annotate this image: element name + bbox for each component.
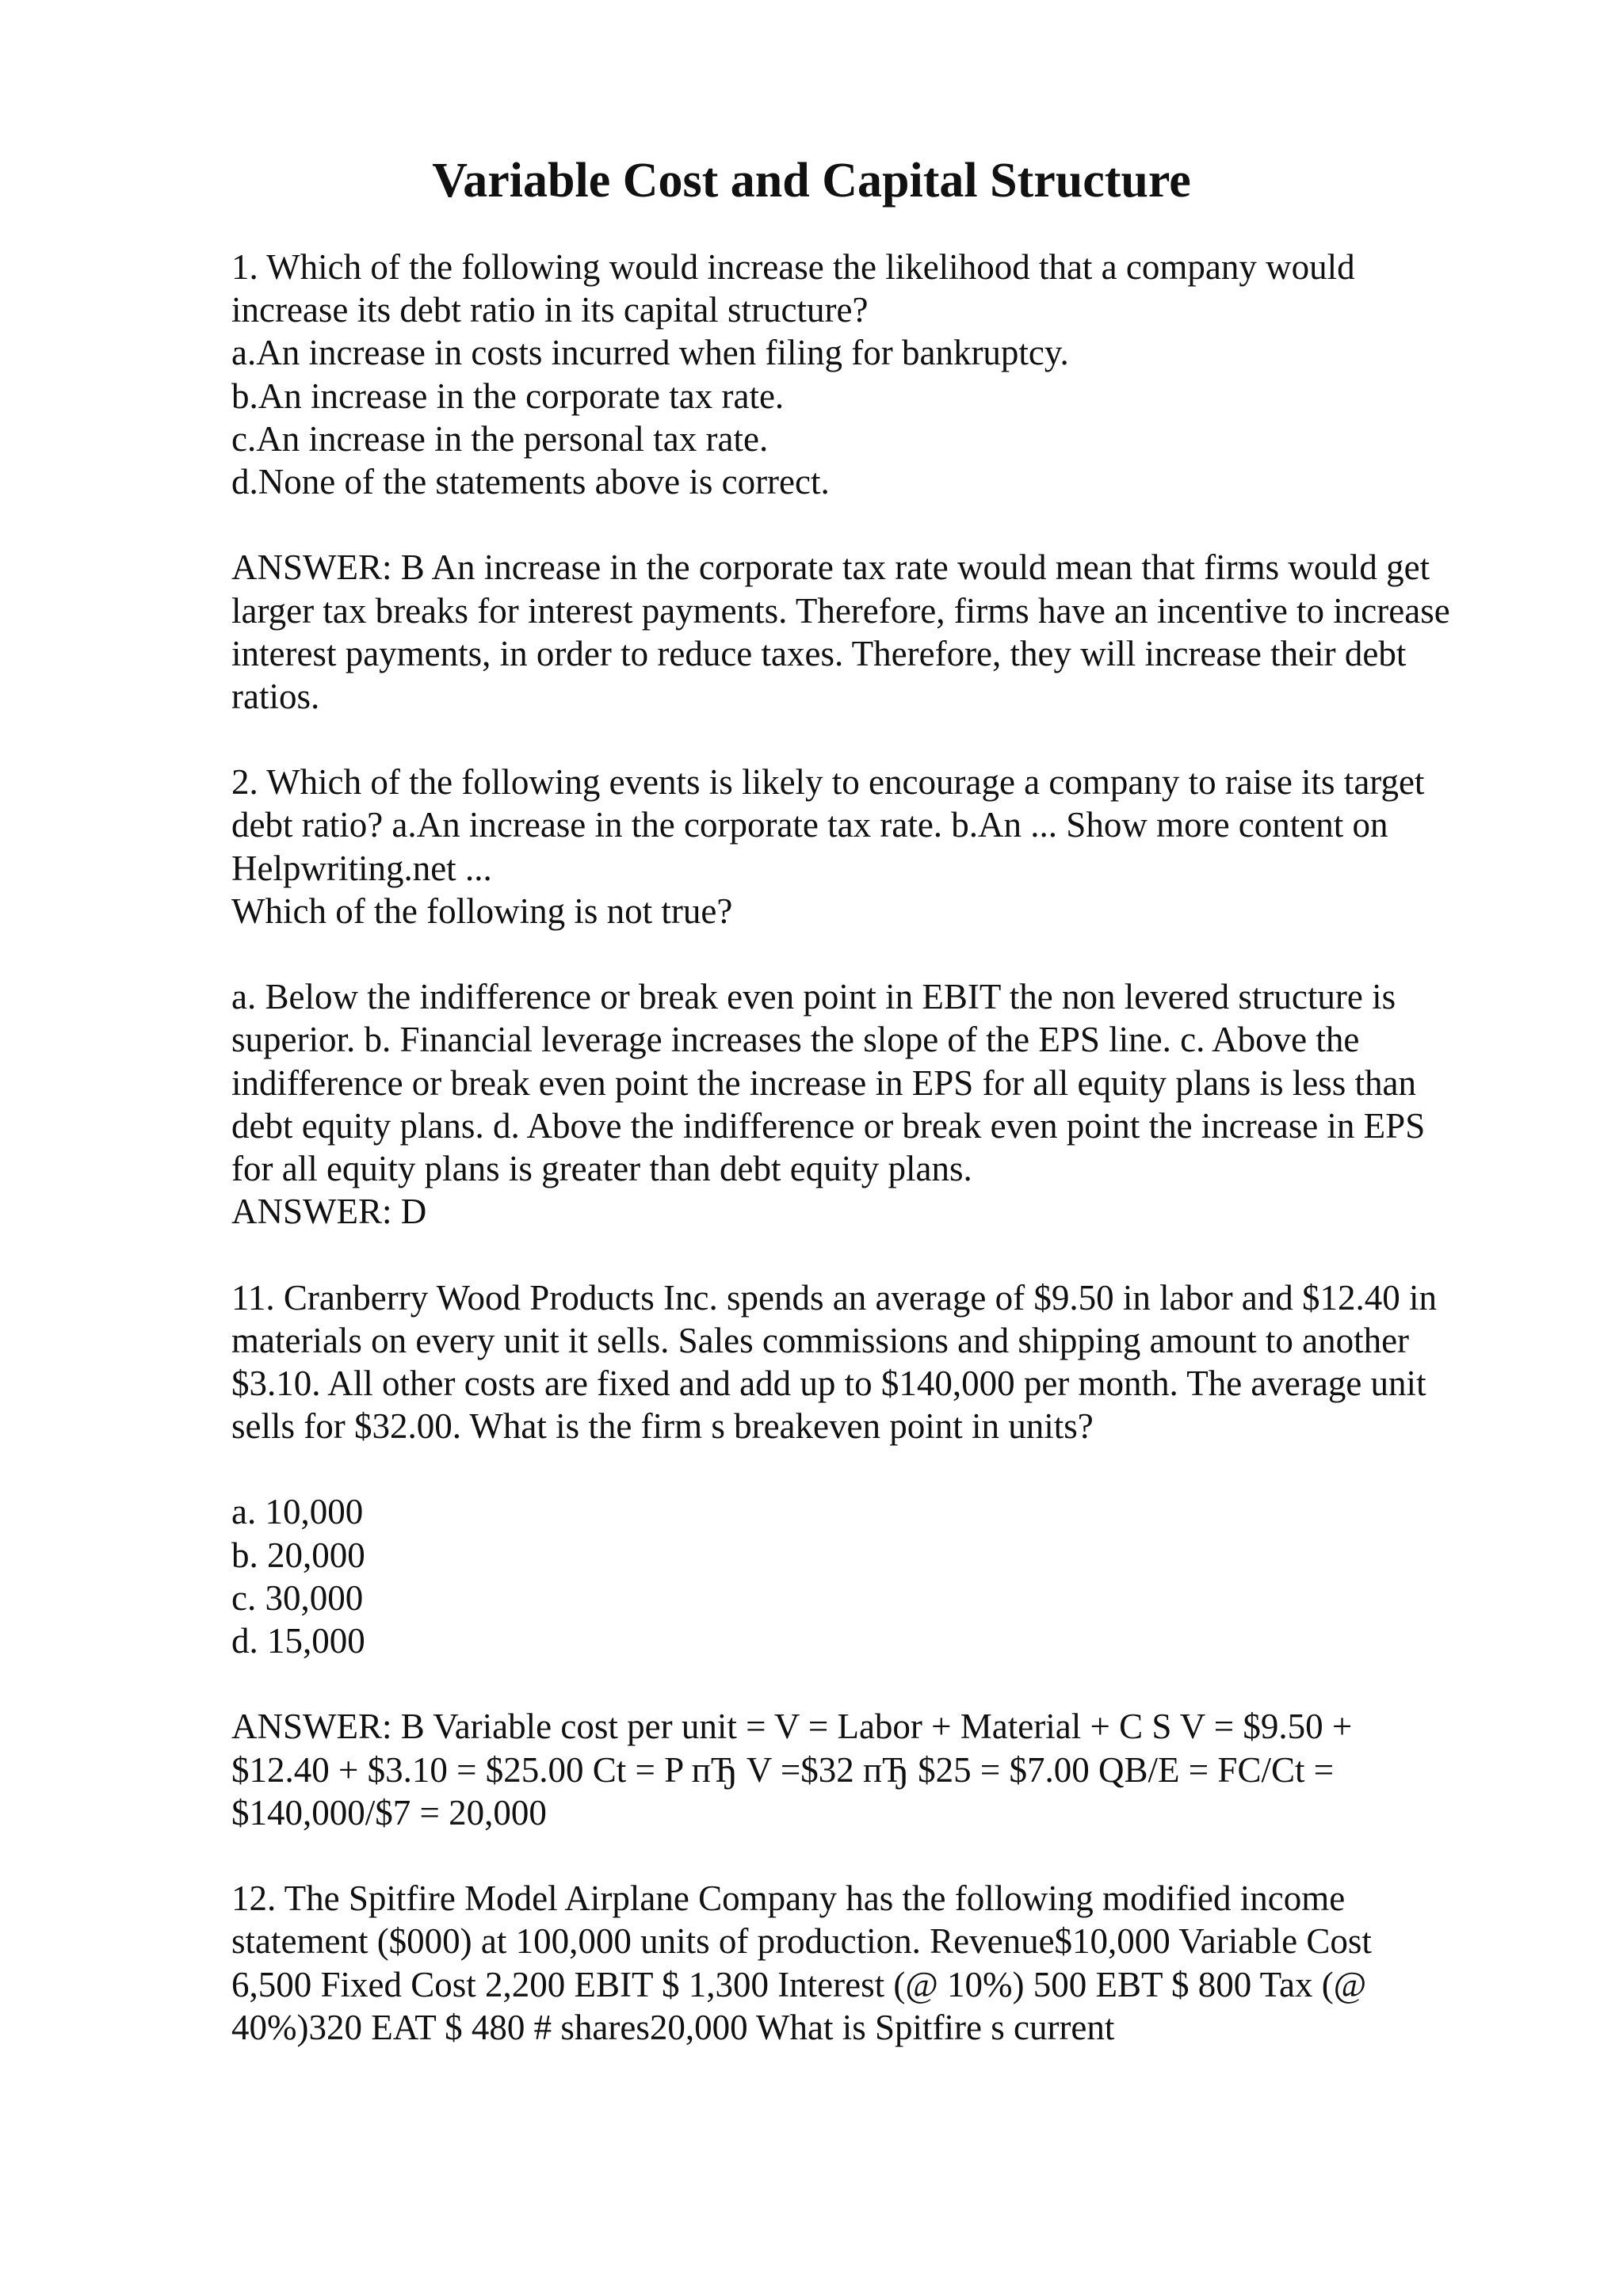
text-line: ANSWER: B An increase in the corporate tax rate would mean that firms would get <box>231 547 1430 588</box>
document-title: Variable Cost and Capital Structure <box>432 154 1191 208</box>
paragraph-gap <box>231 933 1499 975</box>
paragraph-gap <box>231 1447 1499 1490</box>
text-line: 11. Cranberry Wood Products Inc. spends an average of $9.50 in labor and $12.40 in <box>231 1277 1438 1318</box>
text-line: materials on every unit it sells. Sales commissions and shipping amount to another <box>231 1320 1410 1360</box>
text-line: sells for $32.00. What is the firm s breakeven point in units? <box>231 1406 1094 1447</box>
text-line: c.An increase in the personal tax rate. <box>231 418 769 459</box>
document-body <box>231 246 1499 2049</box>
text-line: b.An increase in the corporate tax rate. <box>231 376 785 416</box>
paragraph-gap <box>231 1834 1499 1877</box>
text-line: debt equity plans. d. Above the indifference or break even point the increase in EPS <box>231 1105 1426 1146</box>
text-line: Helpwriting.net ... <box>231 848 492 888</box>
paragraph-gap <box>231 718 1499 761</box>
text-line: $12.40 + $3.10 = $25.00 Ct = P пЂ V =$32 пЂ $25 = $7.00 QB/E = FC/Ct = <box>231 1749 1335 1790</box>
text-line: d.None of the statements above is correct. <box>231 461 830 502</box>
text-line: ANSWER: D <box>231 1192 427 1232</box>
text-line: a.An increase in costs incurred when filing for bankruptcy. <box>231 333 1069 373</box>
paragraph-gap <box>231 503 1499 546</box>
text-line: 6,500 Fixed Cost 2,200 EBIT $ 1,300 Interest (@ 10%) 500 EBT $ 800 Tax (@ <box>231 1964 1367 2004</box>
text-line: Which of the following is not true? <box>231 891 733 931</box>
text-line: 2. Which of the following events is likely to encourage a company to raise its target <box>231 762 1425 803</box>
text-line: $140,000/$7 = 20,000 <box>231 1792 547 1833</box>
text-line: interest payments, in order to reduce taxes. Therefore, they will increase their debt <box>231 633 1407 673</box>
paragraph-gap <box>231 1233 1499 1276</box>
text-line: debt ratio? a.An increase in the corporate tax rate. b.An ... Show more content on <box>231 805 1388 845</box>
text-line: larger tax breaks for interest payments. Therefore, firms have an incentive to increase <box>231 590 1450 631</box>
text-line: c. 30,000 <box>231 1577 364 1618</box>
text-line: 12. The Spitfire Model Airplane Company has the following modified income <box>231 1878 1346 1919</box>
text-line: b. 20,000 <box>231 1535 365 1575</box>
text-line: a. Below the indifference or break even point in EBIT the non levered structure is <box>231 977 1396 1017</box>
text-line: 40%)320 EAT $ 480 # shares20,000 What is Spitfire s current <box>231 2007 1115 2047</box>
text-line: for all equity plans is greater than debt equity plans. <box>231 1148 972 1188</box>
text-line: $3.10. All other costs are fixed and add up to $140,000 per month. The average unit <box>231 1363 1426 1403</box>
text-line: superior. b. Financial leverage increases the slope of the EPS line. c. Above the <box>231 1020 1360 1060</box>
text-line: indifference or break even point the increase in EPS for all equity plans is less than <box>231 1062 1416 1103</box>
text-line: d. 15,000 <box>231 1621 365 1661</box>
text-line: statement ($000) at 100,000 units of production. Revenue$10,000 Variable Cost <box>231 1921 1372 1962</box>
text-line: increase its debt ratio in its capital structure? <box>231 290 869 330</box>
paragraph-gap <box>231 1662 1499 1705</box>
text-line: 1. Which of the following would increase the likelihood that a company would <box>231 247 1355 287</box>
text-line: a. 10,000 <box>231 1492 364 1532</box>
text-line: ratios. <box>231 676 320 716</box>
text-line: ANSWER: B Variable cost per unit = V = Labor + Material + C S V = $9.50 + <box>231 1707 1353 1747</box>
